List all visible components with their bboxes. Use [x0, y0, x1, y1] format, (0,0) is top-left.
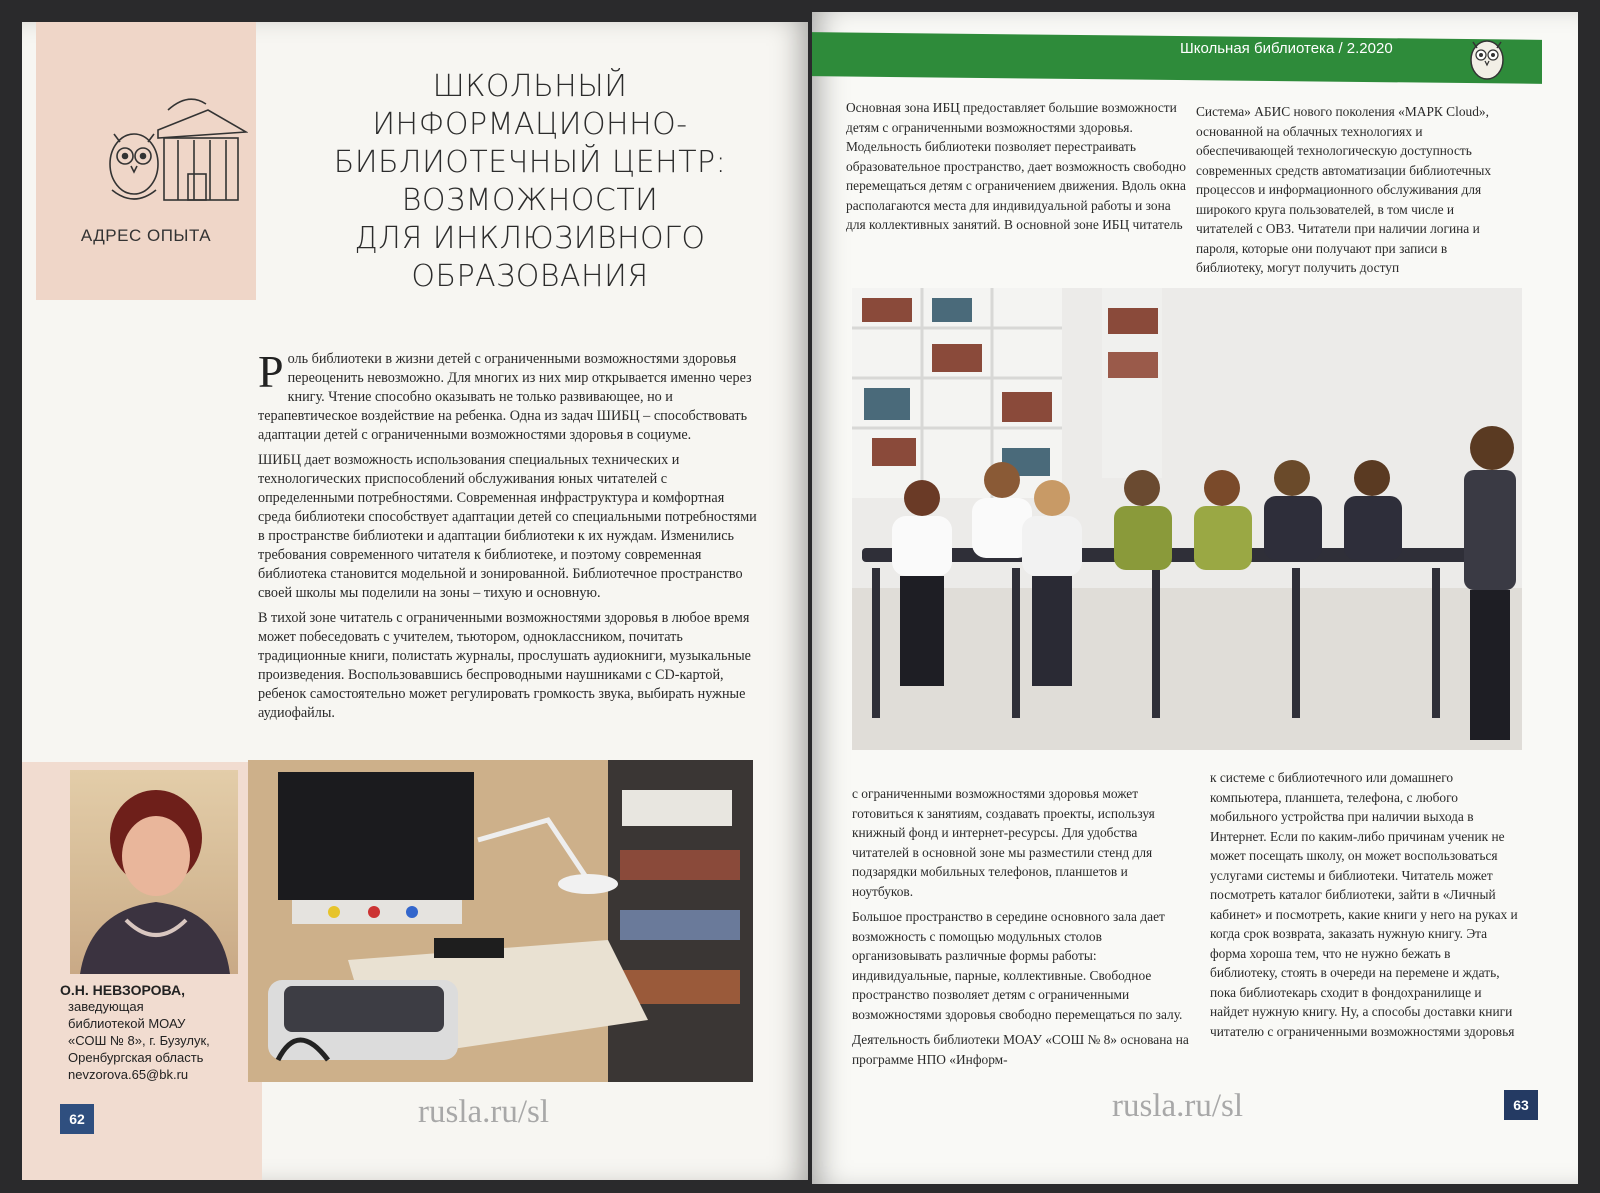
title-line: БИБЛИОТЕЧНЫЙ ЦЕНТР: — [333, 145, 727, 180]
page-number: 63 — [1504, 1090, 1538, 1120]
article-title — [310, 68, 750, 296]
title-line: ВОЗМОЖНОСТИ — [401, 183, 659, 218]
owl-icon — [1464, 30, 1510, 82]
portrait-illustration — [70, 770, 238, 974]
journal-header: Школьная библиотека / 2.2020 — [1180, 40, 1393, 57]
paragraph-text: оль библиотеки в жизни детей с ограниченными возможностями здоровья переоценить невозможно. Для многих из них мир открывается именно через книгу. Чтение способно оказывать не только развивающее, но и терапевтическое воздействие на ребенка. Одна из задач ШИБЦ – способствовать адаптации детей с ограниченными возможностями здоровья в социуме. — [258, 351, 752, 443]
classroom-photo — [852, 288, 1522, 750]
classroom-illustration — [852, 288, 1522, 750]
author-info: заведующая библиотекой МОАУ «СОШ № 8», г. Бузулук, Оренбургская область nevzorova.65@bk.ru — [68, 999, 210, 1082]
left-page — [22, 22, 808, 1180]
header-band — [812, 32, 1542, 84]
title-line: ШКОЛЬНЫЙ — [432, 69, 628, 104]
title-line: ДЛЯ ИНКЛЮЗИВНОГО — [354, 221, 706, 256]
right-column-2-bottom: к системе с библиотечного или домашнего компьютера, планшета, телефона, с любого мобильного устройства при наличии выхода в Интернет. Если по каким-либо причинам ученик не может посещать школу, он может воспользоваться услугами системы и библиотеки. Читатель может посмотреть каталог библиотеки, зайти в «Личный кабинет» и посмотреть, какие книги у него на руках и когда срок возврата, заказать нужную книгу. Эта форма хороша тем, что не нужно бежать в библиотеку, стоять в очереди на перемене и ждать, пока библиотекарь сходит в фондохранилище и найдет нужную книгу. Ну, а способы доставки книги читателю с ограниченными возможностями здоровья — [1210, 770, 1518, 1039]
equipment-illustration — [248, 760, 753, 1082]
paragraph: Деятельность библиотеки МОАУ «СОШ № 8» основана на программе НПО «Информ- — [852, 1032, 1189, 1067]
title-line: ИНФОРМАЦИОННО- — [372, 107, 688, 142]
paragraph: В тихой зоне читатель с ограниченными возможностями здоровья в любое время может побеседовать с учителем, тьютором, одноклассником, почитать традиционные книги, полистать журналы, прослушать аудиокниги, музыкальные произведения. Воспользовавшись беспроводными наушниками с CD-картой, ребенок самостоятельно может регулировать громкость звука, выбирать нужные аудиофайлы. — [258, 610, 751, 721]
paragraph: с ограниченными возможностями здоровья может готовиться к занятиям, создавать проекты, используя книжный фонд и интернет-ресурсы. Для удобства читателей в основной зоне мы разместили стенд для подзарядки мобильных телефонов, планшетов и ноутбуков. — [852, 786, 1155, 899]
paragraph: Большое пространство в середине основного зала дает возможность с помощью модульных столов организовывать различные формы работы: индивидуальные, парные, коллективные. Свободное пространство позволяет детям с ограниченными возможностями здоровья свободно перемещаться по залу. — [852, 909, 1183, 1022]
equipment-photo — [248, 760, 753, 1082]
left-article-body — [258, 346, 758, 729]
right-column-1-top: Основная зона ИБЦ предоставляет большие возможности детям с ограниченными возможностями здоровья. Модельность библиотеки позволяет перестраивать образовательное пространство, дает возможность свободно перемещаться детям с ограничением движения. Вдоль окна располагаются места для индивидуальной работы и зона для коллективных занятий. В основной зоне ИБЦ читатель — [846, 100, 1187, 232]
paragraph — [258, 346, 758, 445]
footer-url[interactable]: rusla.ru/sl — [1112, 1088, 1244, 1124]
paragraph: ШИБЦ дает возможность использования специальных технических и технологических приспособлений обслуживания юных читателей с определенными потребностями. Современная инфраструктура и комфортная среда библиотеки способствует адаптации детей со специальными потребностями в пространстве библиотеки и адаптации библиотеки к их нуждам. Изменились требования современного читателя к библиотеке, и поэтому современная библиотека становится модельной и зонированной. Библиотечное пространство своей школы мы поделили на зоны – тихую и основную. — [258, 452, 757, 601]
right-page — [812, 12, 1578, 1184]
footer-url[interactable]: rusla.ru/sl — [418, 1094, 550, 1130]
author-portrait — [70, 770, 238, 974]
author-name: О.Н. НЕВЗОРОВА, — [60, 982, 185, 998]
page-number: 62 — [60, 1104, 94, 1134]
right-column-2-top: Система» АБИС нового поколения «МАРК Cloud», основанной на облачных технологиях и обеспечивающей технологическую доступность современных средств автоматизации библиотечных процессов и информационного обслуживания для широкого круга пользователей, в том числе и читателей с ОВЗ. Читатели при наличии логина и пароля, которые они получают при записи в библиотеку, могут получить доступ — [1196, 104, 1492, 275]
dropcap: Р — [258, 346, 284, 397]
section-label: АДРЕС ОПЫТА — [80, 226, 212, 245]
title-line: ОБРАЗОВАНИЯ — [411, 259, 649, 294]
right-column-1-bottom — [852, 784, 1190, 1075]
owl-library-icon — [98, 90, 248, 210]
